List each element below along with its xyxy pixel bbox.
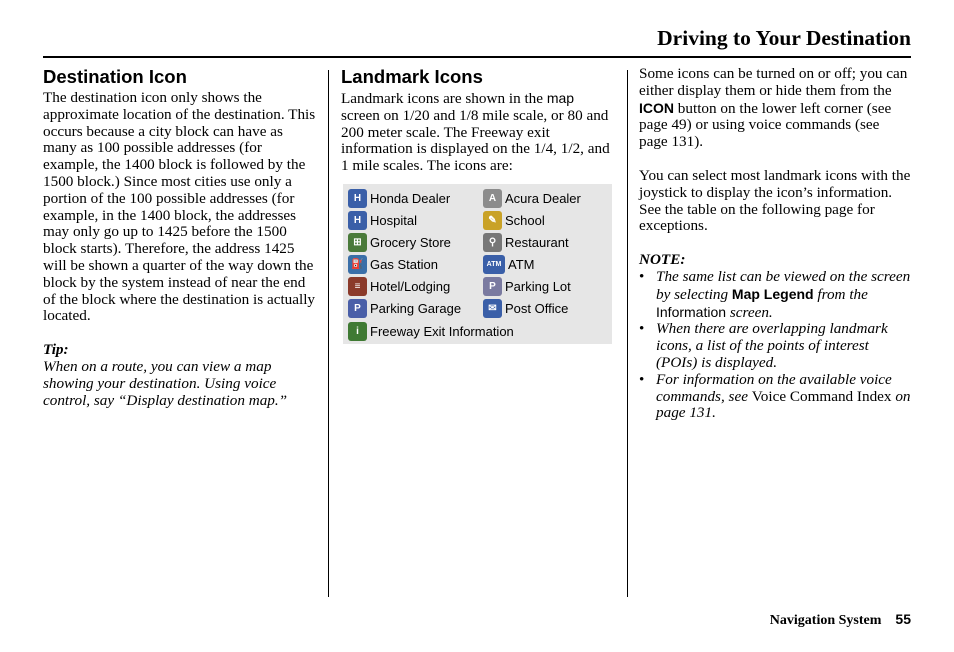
icon-table-cell — [348, 209, 417, 231]
icon-label: Acura Dealer — [505, 190, 581, 206]
icon-table-row — [343, 275, 612, 297]
honda-dealer-icon: H — [348, 189, 367, 208]
freeway-exit-information-icon: i — [348, 322, 367, 341]
icon-label: Hotel/Lodging — [370, 278, 451, 294]
icon-label: Grocery Store — [370, 234, 451, 250]
note-item: • When there are overlapping landmark icons, a list of the points of interest (POIs) is displayed. — [639, 320, 888, 371]
restaurant-icon: ⚲ — [483, 233, 502, 252]
gas-station-icon: ⛽ — [348, 255, 367, 274]
icon-table-row — [343, 320, 612, 342]
footer-label: Navigation System — [769, 613, 882, 628]
landmark-icon-table — [343, 184, 612, 344]
map-term: map — [546, 90, 575, 106]
page-number: 55 — [895, 611, 911, 627]
icon-label: Restaurant — [505, 234, 569, 250]
note-list — [639, 269, 911, 422]
note-item: • For information on the available voice commands, see Voice Command Index on page 131. — [639, 370, 911, 422]
bullet: • — [639, 267, 645, 285]
note-label: NOTE: — [639, 251, 686, 269]
icon-label: Parking Lot — [505, 278, 571, 294]
column-icon-notes — [639, 66, 911, 422]
icon-table-cell — [483, 297, 568, 319]
icon-label: Honda Dealer — [370, 190, 451, 206]
atm-icon: ATM — [483, 255, 505, 274]
tip-label: Tip: — [43, 341, 69, 359]
column-divider-1 — [328, 70, 329, 597]
icon-table-cell — [348, 187, 450, 209]
post-office-icon: ✉ — [483, 299, 502, 318]
icon-table-row — [343, 253, 612, 275]
icon-label: Hospital — [370, 212, 417, 228]
parking-garage-icon: P — [348, 299, 367, 318]
title-rule — [43, 56, 911, 58]
school-icon: ✎ — [483, 211, 502, 230]
page-title: Driving to Your Destination — [657, 26, 911, 50]
icon-table-row — [343, 187, 612, 209]
column-divider-2 — [627, 70, 628, 597]
bullet: • — [639, 320, 645, 338]
bullet: • — [639, 370, 645, 388]
section-heading: Destination Icon — [43, 66, 187, 87]
icon-table-cell — [348, 297, 461, 319]
icon-table-row — [343, 297, 612, 319]
icon-table-cell — [348, 253, 438, 275]
icon-label: Parking Garage — [370, 300, 462, 316]
body-text: Some icons can be turned on or off; you can either display them or hide them from the ICON button on the lower left corner (see page 49) or using voice commands (see page 131). — [639, 65, 908, 151]
icon-label: School — [505, 212, 545, 228]
icon-label: Freeway Exit Information — [370, 323, 514, 339]
information-term: Information — [656, 303, 727, 320]
icon-table-row — [343, 231, 612, 253]
section-heading: Landmark Icons — [341, 66, 483, 87]
body-text: The destination icon only shows the approximate location of the destination. This occurs because a city block can have as many as 100 possible addresses (for example, the 1400 block is followed by the 1500 block.) Since most cities use only a portion of the 100 possible addresses (for example, in the 1400 block, the addresses may only go up to 1425 before the 1500 block starts). Therefore, the address 1425 will be shown a quarter of the way down the block by the system instead of near the end of the block where the destination is actually located. — [43, 89, 316, 325]
icon-table-cell — [483, 231, 569, 253]
column-destination-icon — [43, 66, 319, 409]
page-footer — [770, 611, 911, 629]
map-legend-term: Map Legend — [731, 285, 814, 302]
body-text: You can select most landmark icons with the joystick to display the icon’s information. See the table on the following page for exceptions. — [639, 166, 911, 235]
grocery-store-icon: ⊞ — [348, 233, 367, 252]
tip-text: When on a route, you can view a map showing your destination. Using voice control, say “Display destination map.” — [43, 357, 288, 409]
icon-label: Post Office — [505, 300, 569, 316]
hospital-icon: H — [348, 211, 367, 230]
voice-command-index-term: Voice Command Index — [751, 387, 892, 405]
icon-table-cell — [348, 231, 451, 253]
hotel-lodging-icon: ≡ — [348, 277, 367, 296]
icon-table-cell — [348, 275, 450, 297]
icon-table-cell — [483, 209, 545, 231]
body-text: Landmark icons are shown in the map screen on 1/20 and 1/8 mile scale, or 80 and 200 meter scale. The Freeway exit information is displayed on the 1/4, 1/2, and 1 mile scales. The icons are: — [341, 90, 610, 175]
icon-button-term: ICON — [639, 99, 674, 116]
icon-table-row — [343, 209, 612, 231]
icon-label: Gas Station — [370, 256, 438, 272]
icon-table-cell — [483, 253, 534, 275]
column-landmark-icons — [341, 66, 616, 175]
note-item: • The same list can be viewed on the screen by selecting Map Legend from the Information screen. — [639, 267, 911, 321]
icon-table-cell — [348, 320, 514, 342]
parking-lot-icon: P — [483, 277, 502, 296]
icon-table-cell — [483, 187, 581, 209]
acura-dealer-icon: A — [483, 189, 502, 208]
icon-label: ATM — [508, 256, 535, 272]
icon-table-cell — [483, 275, 571, 297]
